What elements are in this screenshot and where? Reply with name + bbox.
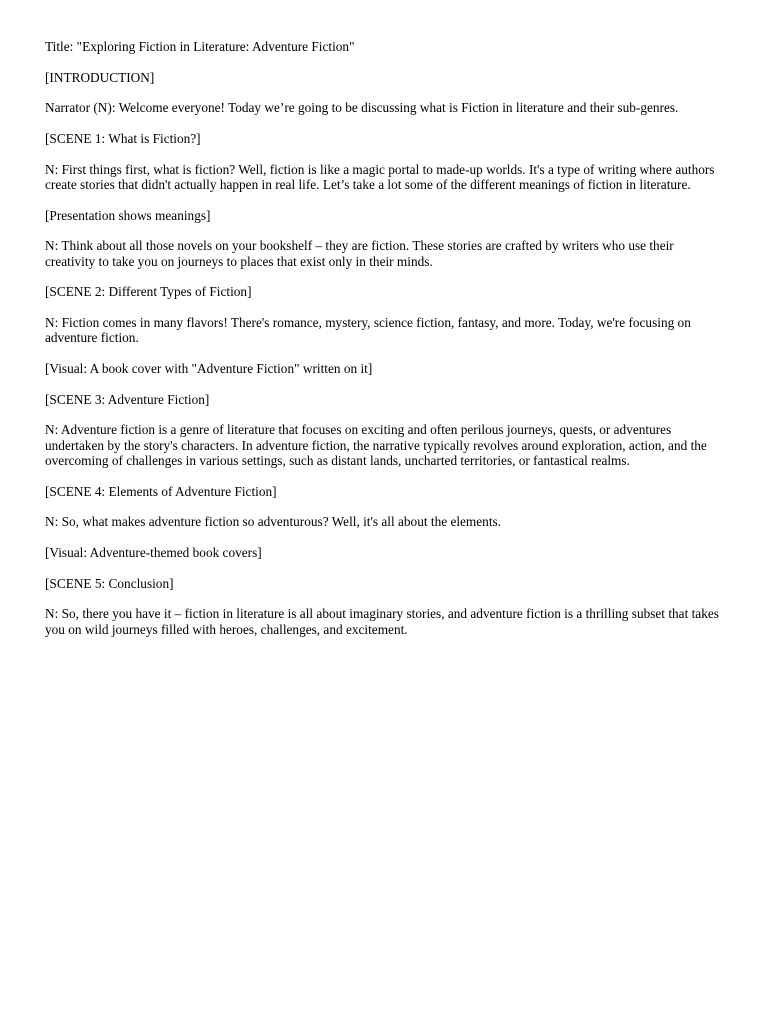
scene-heading-5: [SCENE 5: Conclusion] [45, 575, 174, 591]
narrator-line-welcome: Narrator (N): Welcome everyone! Today we’re going to be discussing what is Fiction in literature and their sub-genres. [45, 100, 679, 116]
section-heading-introduction: [INTRODUCTION] [45, 69, 155, 85]
narrator-line-flavors: N: Fiction comes in many flavors! There's romance, mystery, science fiction, fantasy, and more. Today, we're focusing on adventure fiction. [45, 315, 691, 346]
stage-direction-themed-covers: [Visual: Adventure-themed book covers] [45, 545, 262, 561]
narrator-line-conclusion: N: So, there you have it – fiction in literature is all about imaginary stories, and adventure fiction is a thrilling subset that takes you on wild journeys filled with heroes, challenges, and excitement. [45, 606, 719, 637]
scene-heading-1: [SCENE 1: What is Fiction?] [45, 131, 201, 147]
narrator-line-elements: N: So, what makes adventure fiction so adventurous? Well, it's all about the elements. [45, 514, 502, 530]
scene-heading-3: [SCENE 3: Adventure Fiction] [45, 391, 210, 407]
document-title: Title: "Exploring Fiction in Literature: Adventure Fiction" [45, 39, 355, 54]
narrator-line-bookshelf: N: Think about all those novels on your bookshelf – they are fiction. These stories are crafted by writers who use their creativity to take you on journeys to places that exist only in their minds. [45, 238, 674, 269]
scene-heading-4: [SCENE 4: Elements of Adventure Fiction] [45, 483, 277, 499]
narrator-line-what-is-fiction: N: First things first, what is fiction? Well, fiction is like a magic portal to made-up worlds. It's a type of writing where authors create stories that didn't actually happen in real life. Let’s take a lot some of the different meanings of fiction in literature. [45, 161, 715, 193]
scene-heading-2: [SCENE 2: Different Types of Fiction] [45, 284, 252, 300]
stage-direction-presentation: [Presentation shows meanings] [45, 207, 211, 223]
narrator-line-adventure-definition: N: Adventure fiction is a genre of literature that focuses on exciting and often perilous journeys, quests, or adventures undertaken by the story's characters. In adventure fiction, the narrative typically revolves around exploration, action, and the overcoming of challenges in various settings, such as distant lands, uncharted territories, or fantastical realms. [45, 422, 707, 469]
stage-direction-book-cover: [Visual: A book cover with "Adventure Fiction" written on it] [45, 361, 373, 377]
document-page [45, 39, 725, 652]
